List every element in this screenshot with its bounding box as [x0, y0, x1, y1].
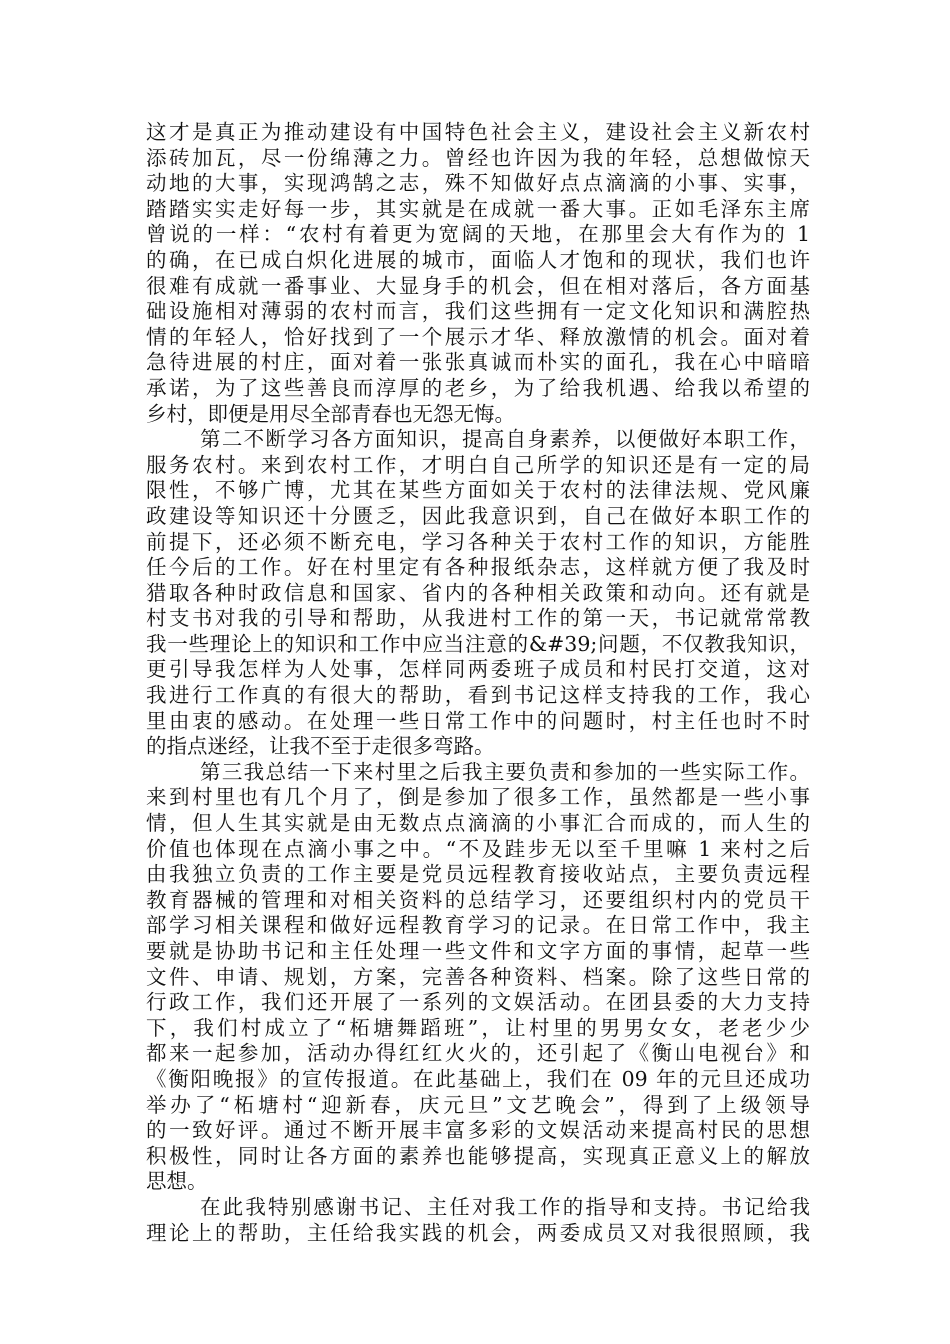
text-line: 的一致好评。通过不断开展丰富多彩的文娱活动来提高村民的思想 — [146, 1118, 810, 1143]
text-line: 来到村里也有几个月了，倒是参加了很多工作，虽然都是一些小事 — [146, 785, 810, 810]
text-line: 的指点迷经，让我不至于走很多弯路。 — [146, 734, 495, 759]
text-line: 更引导我怎样为人处事，怎样同两委班子成员和村民打交道，这对 — [146, 657, 810, 682]
text-line: 添砖加瓦，尽一份绵薄之力。曾经也许因为我的年轻，总想做惊天 — [146, 145, 810, 170]
text-line: 下，我们村成立了“柘塘舞蹈班”，让村里的男男女女，老老少少 — [146, 1015, 810, 1040]
text-line: 价值也体现在点滴小事之中。“不及跬步无以至千里嘛 1 来村之后 — [146, 836, 810, 861]
text-line: 服务农村。来到农村工作，才明白自己所学的知识还是有一定的局 — [146, 452, 810, 477]
text-line: 里由衷的感动。在处理一些日常工作中的问题时，村主任也时不时 — [146, 708, 810, 733]
text-line: 乡村，即便是用尽全部青春也无怨无悔。 — [146, 401, 515, 426]
text-line: 的确，在已成白炽化进展的城市，面临人才饱和的现状，我们也许 — [146, 247, 810, 272]
text-line: 动地的大事，实现鸿鹄之志，殊不知做好点点滴滴的小事、实事， — [146, 171, 810, 196]
text-line: 我一些理论上的知识和工作中应当注意的&#39;问题，不仅教我知识， — [146, 631, 810, 656]
text-line: 第二不断学习各方面知识，提高自身素养，以便做好本职工作， — [200, 427, 810, 452]
text-line: 都来一起参加，活动办得红红火火的，还引起了《衡山电视台》和 — [146, 1041, 810, 1066]
text-line: 曾说的一样：“农村有着更为宽阔的天地，在那里会大有作为的 1 — [146, 222, 810, 247]
text-line: 第三我总结一下来村里之后我主要负责和参加的一些实际工作。 — [200, 759, 810, 784]
text-line: 情的年轻人，恰好找到了一个展示才华、释放激情的机会。面对着 — [146, 324, 810, 349]
document-body — [146, 120, 810, 1246]
text-line: 情，但人生其实就是由无数点点滴滴的小事汇合而成的，而人生的 — [146, 811, 810, 836]
text-line: 急待进展的村庄，面对着一张张真诚而朴实的面孔，我在心中暗暗 — [146, 350, 810, 375]
text-line: 要就是协助书记和主任处理一些文件和文字方面的事情，起草一些 — [146, 939, 810, 963]
text-line: 理论上的帮助，主任给我实践的机会，两委成员又对我很照顾，我 — [146, 1220, 810, 1245]
text-line: 部学习相关课程和做好远程教育学习的记录。在日常工作中，我主 — [146, 913, 810, 938]
text-line: 这才是真正为推动建设有中国特色社会主义，建设社会主义新农村 — [146, 120, 810, 144]
text-line: 前提下，还必须不断充电，学习各种关于农村工作的知识，方能胜 — [146, 529, 810, 554]
text-line: 教育器械的管理和对相关资料的总结学习，还要组织村内的党员干 — [146, 887, 810, 912]
text-line: 思想。 — [146, 1169, 208, 1194]
text-line: 础设施相对薄弱的农村而言，我们这些拥有一定文化知识和满腔热 — [146, 299, 810, 324]
text-line: 猎取各种时政信息和国家、省内的各种相关政策和动向。还有就是 — [146, 580, 810, 605]
text-line: 政建设等知识还十分匮乏，因此我意识到，自己在做好本职工作的 — [146, 503, 810, 528]
text-line: 限性，不够广博，尤其在某些方面如关于农村的法律法规、党风廉 — [146, 478, 810, 503]
text-line: 在此我特别感谢书记、主任对我工作的指导和支持。书记给我 — [200, 1194, 810, 1219]
text-line: 《衡阳晚报》的宣传报道。在此基础上，我们在 09 年的元旦还成功 — [146, 1066, 810, 1091]
text-line: 文件、申请、规划，方案，完善各种资料、档案。除了这些日常的 — [146, 964, 810, 989]
text-line: 我进行工作真的有很大的帮助，看到书记这样支持我的工作，我心 — [146, 683, 810, 708]
text-line: 由我独立负责的工作主要是党员远程教育接收站点，主要负责远程 — [146, 862, 810, 887]
text-line: 任今后的工作。好在村里定有各种报纸杂志，这样就方便了我及时 — [146, 555, 810, 580]
text-line: 村支书对我的引导和帮助，从我进村工作的第一天，书记就常常教 — [146, 606, 810, 631]
text-line: 行政工作，我们还开展了一系列的文娱活动。在团县委的大力支持 — [146, 990, 810, 1015]
text-line: 承诺，为了这些善良而淳厚的老乡，为了给我机遇、给我以希望的 — [146, 375, 810, 400]
text-line: 举办了“柘塘村“迎新春，庆元旦”文艺晚会”，得到了上级领导 — [146, 1092, 810, 1117]
text-line: 踏踏实实走好每一步，其实就是在成就一番大事。正如毛泽东主席 — [146, 196, 810, 221]
text-line: 很难有成就一番事业、大显身手的机会，但在相对落后，各方面基 — [146, 273, 810, 298]
text-line: 积极性，同时让各方面的素养也能够提高，实现真正意义上的解放 — [146, 1143, 810, 1168]
